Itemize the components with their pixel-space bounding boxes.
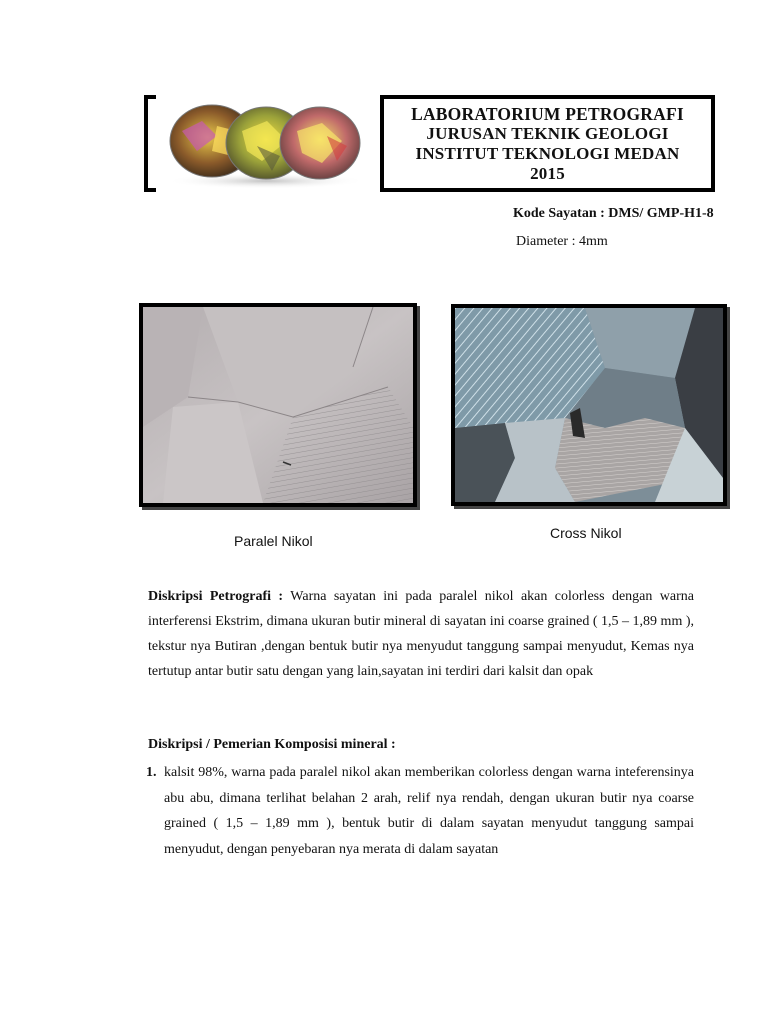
lab-title-line-3: INSTITUT TEKNOLOGI MEDAN xyxy=(415,143,680,163)
composition-item xyxy=(146,760,694,862)
header-left-bracket xyxy=(144,95,156,192)
composition-item-number: 1. xyxy=(146,765,157,780)
parallel-nicol-photo xyxy=(139,303,417,507)
composition-item-text: kalsit 98%, warna pada paralel nikol akan memberikan colorless dengan warna inteferensinya abu abu, dimana terlihat belahan 2 arah, relif nya rendah, dengan ukuran butir nya coarse grained ( 1,5 – 1,89 mm ), bentuk butir di dalam sayatan menyudut tanggung sampai menyudut, dengan penyebaran nya merata di dalam sayatan xyxy=(164,765,694,857)
lab-title-year: 2015 xyxy=(530,163,565,183)
description-text: Warna sayatan ini pada paralel nikol akan colorless dengan warna interferensi Ekstrim, dimana ukuran butir mineral di sayatan ini coarse grained ( 1,5 – 1,89 mm ), tekstur nya Butiran ,dengan bentuk butir nya menyudut tanggung sampai menyudut, Kemas nya tertutup antar butir satu dengan yang lain,sayatan ini terdiri dari kalsit dan opak xyxy=(148,589,694,679)
lab-header xyxy=(144,95,715,192)
lab-title-line-2: JURUSAN TEKNIK GEOLOGI xyxy=(426,123,669,143)
lab-title-line-1: LABORATORIUM PETROGRAFI xyxy=(411,103,684,124)
cross-nicol-caption: Cross Nikol xyxy=(550,525,622,541)
cross-nicol-photo xyxy=(451,304,727,506)
diameter: Diameter : 4mm xyxy=(516,234,608,249)
lab-logo xyxy=(162,101,370,189)
composition-heading: Diskripsi / Pemerian Komposisi mineral : xyxy=(148,737,396,752)
petrography-description xyxy=(148,584,694,684)
lab-title-box xyxy=(380,95,715,192)
description-label: Diskripsi Petrografi : xyxy=(148,589,284,604)
parallel-nicol-caption: Paralel Nikol xyxy=(234,533,313,549)
kode-sayatan: Kode Sayatan : DMS/ GMP-H1-8 xyxy=(513,206,714,221)
